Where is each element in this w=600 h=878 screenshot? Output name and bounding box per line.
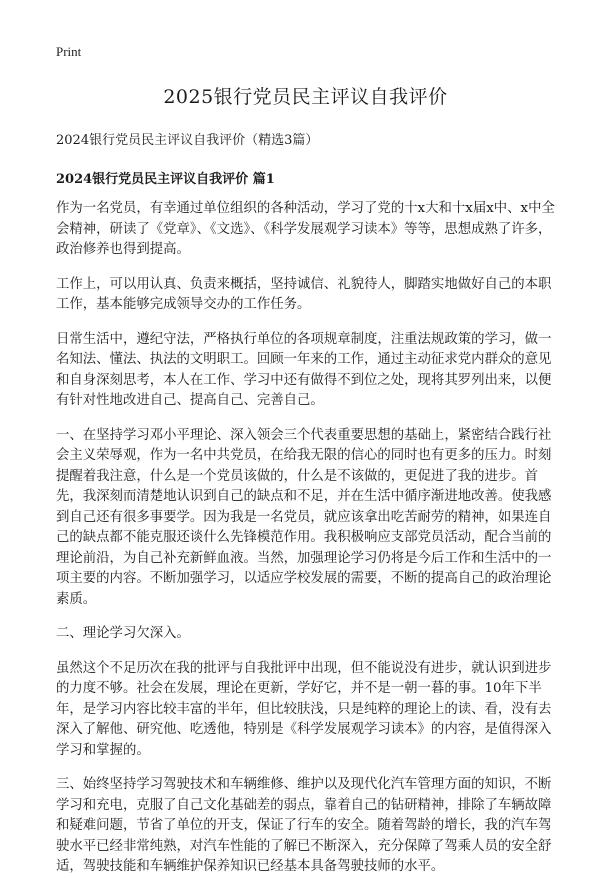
section-heading: 2024银行党员民主评议自我评价 篇1 bbox=[56, 172, 275, 187]
paragraph: 三、始终坚持学习驾驶技术和车辆维修、维护以及现代化汽车管理方面的知识，不断学习和充电，克服了自己文化基础差的弱点，靠着自己的钻研精神，排除了车辆故障和疑难问题，节省了单位的开支，保证了行车的安全。随着驾龄的增长，我的汽车驾驶水平已经非常纯熟，对汽车性能的了解已不断深入，充分保障了驾乘人员的安全舒适，驾驶技能和车辆维护保养知识已经基本具备驾驶技师的水平。 bbox=[56, 777, 552, 874]
paragraph: 工作上，可以用认真、负责来概括，坚持诚信、礼貌待人，脚踏实地做好自己的本职工作，基本能够完成领导交办的工作任务。 bbox=[56, 276, 552, 312]
paragraph: 日常生活中，遵纪守法，严格执行单位的各项规章制度，注重法规政策的学习，做一名知法、懂法、执法的文明职工。回顾一年来的工作，通过主动征求党内群众的意见和自身深刻思考，本人在工作、学习中还有做得不到位之处，现将其罗列出来，以便有针对性地改进自己、提高自己、完善自己。 bbox=[56, 331, 552, 408]
paragraph: 作为一名党员，有幸通过单位组织的各种活动，学习了党的十x大和十x届x中、x中全会精神，研读了《党章》、《文选》、《科学发展观学习读本》等等，思想成熟了许多，政治修养也得到提高。 bbox=[56, 201, 555, 257]
paragraph: 一、在坚持学习邓小平理论、深入领会三个代表重要思想的基础上，紧密结合践行社会主义荣辱观，作为一名中共党员，在给我无限的信心的同时也有更多的压力。时刻提醒着我注意，什么是一个党员该做的，什么是不该做的，更促进了我的进步。首先，我深刻而清楚地认识到自己的缺点和不足，并在生活中循序渐进地改善。使我感到自己还有很多事要学。因为我是一名党员，就应该拿出吃苦耐劳的精神，如果连自己的缺点都不能克服还谈什么先锋模范作用。我积极响应支部党员活动，配合当前的理论前沿，为自己补充新鲜血液。当然，加强理论学习仍将是今后工作和生活中的一项主要的内容。不断加强学习，以适应学校发展的需要，不断的提高自己的政治理论素质。 bbox=[56, 427, 552, 607]
document-subtitle: 2024银行党员民主评议自我评价（精选3篇） bbox=[56, 133, 319, 148]
document-title: 2025银行党员民主评议自我评价 bbox=[163, 86, 448, 108]
print-link[interactable]: Print bbox=[56, 44, 82, 59]
paragraph: 二、理论学习欠深入。 bbox=[56, 626, 190, 641]
paragraph: 虽然这个不足历次在我的批评与自我批评中出现，但不能说没有进步，就认识到进步的力度不够。社会在发展，理论在更新，学好它，并不是一朝一暮的事。10年下半年，是学习内容比较丰富的半年，但比较肤浅，只是纯粹的理论上的读、看，没有去深入了解他、研究他、吃透他，特别是《科学发展观学习读本》的内容，是值得深入学习和掌握的。 bbox=[56, 660, 552, 758]
